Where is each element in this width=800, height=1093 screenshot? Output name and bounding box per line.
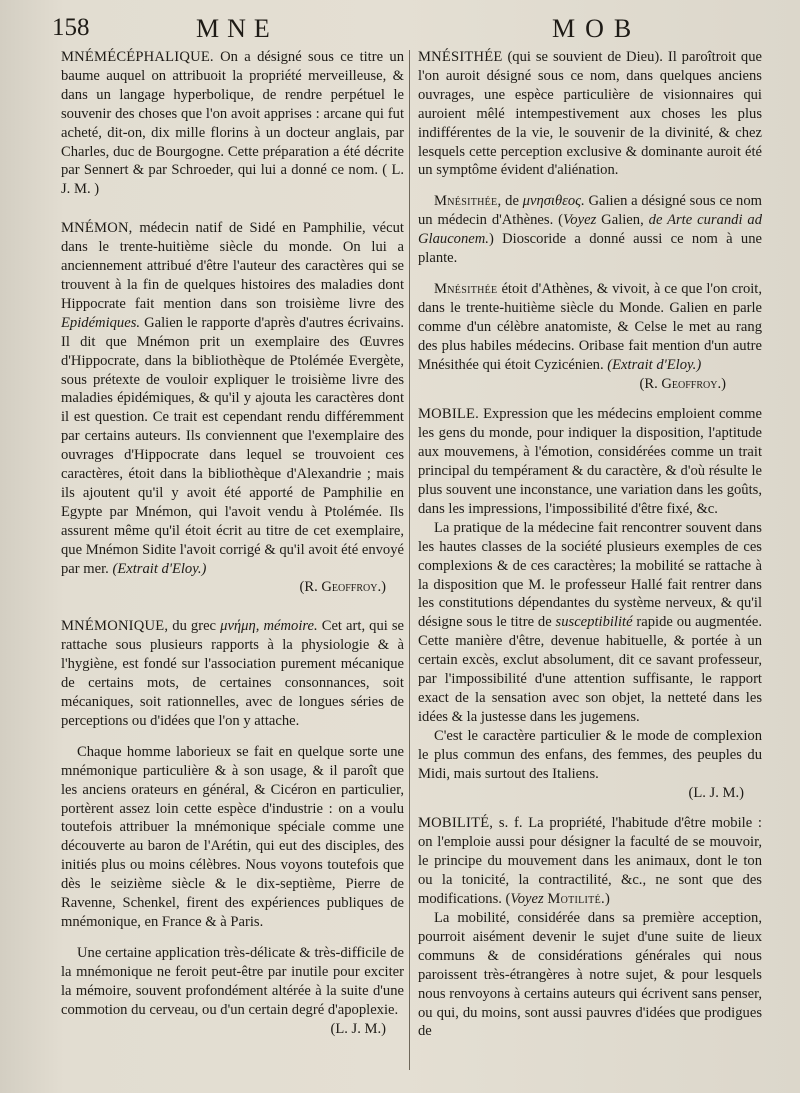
signature: (L. J. M.) [688,784,744,801]
entry-text: Cet art, qui se rattache sous plusieurs rapports à la physiologie & à l'hygiène, est fondé sur l'association purement mécanique de certains mots, de certaines consonnances, soit mécaniques, soit rationnelles, avec de longues séries de perceptions ou d'idées que l'on y attache. [61,618,404,729]
right-column [418,48,762,1083]
entry-text: du grec [172,618,217,635]
entry-text: ) Dioscoride a donné aussi ce nom à une plante. [418,231,762,267]
italic-reference: susceptibilité [555,614,633,631]
italic-reference: Voyez [510,891,544,908]
headword: MNÉMONIQUE, [61,618,169,635]
headword: MNÉMÉCÉPHALIQUE. [61,49,214,65]
signature: (R. Geoffroy.) [639,375,726,392]
headword: MNÉMON, [61,220,133,237]
entry-text: étoit d'Athènes, & vivoit, à ce que l'on croit, dans le trente-huitième siècle du Monde. Galien en parle comme d'un célèbre anatomiste, & Celse le met au rang des plus habiles médecins. Oribase fait mention d'un autre Mnésithée qui étoit Cyzicénien. [418,280,762,373]
cross-reference: Motilité. [547,891,605,908]
signature: ( L. J. M. ) [61,162,404,198]
entry-text: (qui se souvient de Dieu). Il paroîtroit que l'on auroit désigné sous ce nom, dans quelques anciens ouvrages, une espèce particulière de visionnaires qui auroient mêlé intempestivement aux choses les plus indifférentes de la vie, le souvenir de la divinité, & chez lesquels cette perception exclusive & dominante auroit été un symptôme évident d'aliénation. [418,49,762,179]
signature: (R. Geoffroy.) [299,579,386,596]
entry-text: Galien le rapporte d'après d'autres écrivains. Il dit que Mnémon prit un exemplaire des Œuvres d'Hippocrate, dans la bibliothèque de Ptolémée Evergète, sous prétexte de vouloir expliquer le troisième livre des maladies épidémiques, & qu'il y ajouta les caractères dont il est question. Ce trait est cependant rendu différemment par certains auteurs. Ils conviennent que l'exemplaire des ouvrages d'Hippocrate dans lequel se trouvoient ces caractères, étoit dans la bibliothèque d'Alexandrie ; mais ils ajoutent qu'il y avoit été apporté de Pamphilie en Egypte par Mnémon, qui l'avoit vendu à Ptolémée. Ils assurent même qu'il étoit écrit au titre de cet exemplaire, que Mnémon Sidite l'avoit corrigé & qu'il avoit été envoyé par mer. [61,314,404,577]
left-column [61,48,404,1083]
greek-word: μνησιθεος. [522,193,585,210]
column-divider [409,50,410,1070]
paragraph: Une certaine application très-délicate & très-difficile de la mnémonique ne feroit peut-être par inutile pour exciter la mémoire, souvent profondément altérée à la suite d'une commotion du cerveau, ou d'un certain degré d'apoplexie. [61,944,404,1018]
italic-reference: Epidémiques. [61,314,141,331]
headword: Mnésithée, [434,193,502,210]
entry-text: Expression que les médecins emploient comme les gens du monde, pour indiquer la disposition, l'aptitude aux mouvemens, à l'émotion, considérées comme un trait principal du tempérament & du caractère, & d'où résulte le plus souvent une inconstance, une variation dans les goûts, dans les impressions, l'impossibilité d'être fixé, &c. [418,406,762,517]
entry-text: Galien a désigné sous ce nom un médecin d'Athènes. ( [418,193,762,229]
right-running-title: MOB [552,14,642,43]
headword: MOBILE. [418,406,479,423]
entry-text: ) [604,891,610,908]
paragraph: rapide ou augmentée. Cette manière d'être, devenue habituelle, & portée à un certain excès, exclut absolument, dit ce savant professeur, par l'impossibilité d'une attention suffisante, le rapport exact de la sensation avec son objet, la netteté dans les idées & la justesse dans les jugemens. [418,614,762,725]
entry-mnemecephalique [61,48,404,199]
entry-text: de [505,193,519,210]
headword: MOBILITÉ, [418,815,494,832]
headword: MNÉSITHÉE [418,49,503,65]
paragraph: La pratique de la médecine fait rencontrer souvent dans les hautes classes de la société plusieurs exemples de ces complexions & de ces caractères; la mobilité se rattache à la disposition que M. le professeur Hallé fait rentrer dans les constitutions dépendantes du système nerveux, & qu'il désigne sous le titre de [418,519,762,631]
paragraph: C'est le caractère particulier & le mode de complexion le plus commun des enfans, des femmes, des peuples du Midi, mais surtout des Italiens. [418,727,762,782]
page-number: 158 [52,14,90,41]
left-running-title: MNE [196,14,278,43]
entry-text: médecin natif de Sidé en Pamphilie, vécut dans le trente-huitième siècle du monde. On lui a anciennement attribué d'être l'auteur des caractères qui se trouvent à la fin de quelques histoires des maladies dont Hippocrate fait mention dans son troisième livre des [61,220,404,312]
italic-reference: (Extrait d'Eloy.) [112,560,207,577]
entry-mnesithee-athenes [418,280,762,393]
entry-mobilite [418,814,762,1041]
entry-text: Galien, [601,212,644,229]
italic-reference: (Extrait d'Eloy.) [607,356,702,373]
entry-mnesithee-visionnaires [418,48,762,180]
entry-mnesithee-medecin [418,192,762,268]
headword: Mnésithée [434,280,498,297]
entry-text: s. f. La propriété, l'habitude d'être mobile : on l'emploie aussi pour désigner la faculté de se mouvoir, le principe du mouvement dans les animaux, dont le ton ou la tonicité, la contractilité, &c., ne sont que des modifications. ( [418,815,762,908]
signature: (L. J. M.) [330,1020,386,1037]
italic-reference: mémoire. [263,618,318,635]
entry-mnemon [61,219,404,597]
entry-mobile [418,405,762,802]
italic-reference: de Arte curandi ad Glauconem. [418,212,762,248]
italic-reference: Voyez [563,212,597,229]
entry-text: On a désigné sous ce titre un baume auquel on attribuoit la propriété merveilleuse, & dans un langage hyperbolique, de rendre perpétuel le souvenir des choses que l'on avoit apprises : arcane qui fut acheté, dit-on, dix mille florins à un docteur anglais, par Charles, duc de Bourgogne. Cette préparation a été décrite par Sennert & par Schroeder, qui lui a donné ce nom. [61,49,404,179]
paragraph: Chaque homme laborieux se fait en quelque sorte une mnémonique particulière & à son usage, & il paroît que les anciens orateurs en général, & Cicéron en particulier, portèrent assez loin cette espèce d'industrie : on a voulu toutefois attribuer la mnémonique spéciale comme une découverte au baron de l'Arétin, qui eut des disciples, des initiés plus ou moins célèbres. Nous voyons toutefois que dès le seizième siècle & le dix-septième, Pierre de Ravenne, Schenkel, firent des expériences publiques de mnémonique, en France & à Paris. [61,743,404,930]
running-head [0,10,800,44]
greek-word: μνήμη, [220,618,260,635]
paragraph: La mobilité, considérée dans sa première acception, pourroit aisément devenir le sujet d'une suite de lieux communs & de considérations générales qui nous paroissent très-étrangères à notre sujet, & pour lesquels nous renvoyons à certains auteurs qui écrivent sans penser, ou qui, du moins, sont aussi pauvres d'idées que prodigues de [418,909,762,1040]
entry-mnemonique [61,617,404,1038]
